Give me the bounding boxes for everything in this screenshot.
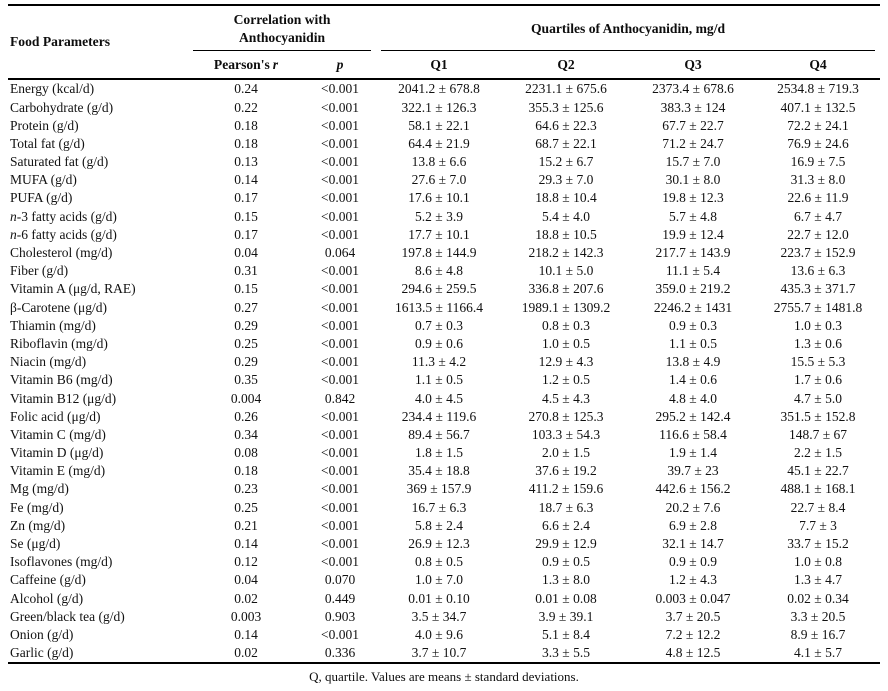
table-row xyxy=(8,371,880,389)
table-row xyxy=(8,589,880,607)
row-parameter: Vitamin E (mg/d) xyxy=(10,463,106,479)
row-pearsons-r: 0.25 xyxy=(234,499,258,515)
row-pearsons-r: 0.29 xyxy=(234,317,258,333)
row-q1: 26.9 ± 12.3 xyxy=(408,536,470,552)
row-q1: 1.8 ± 1.5 xyxy=(415,445,463,461)
table-row xyxy=(8,335,880,353)
row-parameter: Niacin (mg/d) xyxy=(10,354,87,370)
row-q2: 2.0 ± 1.5 xyxy=(542,445,590,461)
table-row xyxy=(8,553,880,571)
row-p: 0.449 xyxy=(324,590,356,606)
row-q1: 1.1 ± 0.5 xyxy=(415,372,463,388)
table-row xyxy=(8,171,880,189)
row-parameter: Riboflavin (mg/d) xyxy=(10,335,108,351)
row-q3: 1.1 ± 0.5 xyxy=(669,335,717,351)
row-p: <0.001 xyxy=(321,354,359,370)
row-q4: 22.6 ± 11.9 xyxy=(787,190,849,206)
row-q1: 11.3 ± 4.2 xyxy=(411,354,467,370)
row-q4: 2755.7 ± 1481.8 xyxy=(773,299,863,315)
row-q3: 13.8 ± 4.9 xyxy=(665,354,721,370)
row-q1: 0.8 ± 0.5 xyxy=(415,554,463,570)
row-q2: 15.2 ± 6.7 xyxy=(538,154,594,170)
table-row xyxy=(8,426,880,444)
row-pearsons-r: 0.13 xyxy=(234,154,258,170)
table-row xyxy=(8,498,880,516)
row-q3: 359.0 ± 219.2 xyxy=(655,281,731,297)
row-q4: 488.1 ± 168.1 xyxy=(780,481,856,497)
row-p: <0.001 xyxy=(321,554,359,570)
table-row xyxy=(8,262,880,280)
table-row xyxy=(8,280,880,298)
row-pearsons-r: 0.35 xyxy=(234,372,258,388)
row-parameter: Carbohydrate (g/d) xyxy=(10,99,114,115)
row-q3: 3.7 ± 20.5 xyxy=(665,608,721,624)
row-pearsons-r: 0.04 xyxy=(234,245,258,261)
table-header xyxy=(8,5,880,79)
row-q1: 234.4 ± 119.6 xyxy=(401,408,477,424)
row-p: 0.842 xyxy=(324,390,356,406)
table-row xyxy=(8,316,880,334)
row-p: <0.001 xyxy=(321,517,359,533)
row-q1: 322.1 ± 126.3 xyxy=(401,99,477,115)
row-p: <0.001 xyxy=(321,408,359,424)
row-p: <0.001 xyxy=(321,626,359,642)
row-parameter: Vitamin D (μg/d) xyxy=(10,445,104,461)
row-pearsons-r: 0.14 xyxy=(234,626,258,642)
row-p: <0.001 xyxy=(321,281,359,297)
row-parameter: Fiber (g/d) xyxy=(10,263,69,279)
row-q1: 369 ± 157.9 xyxy=(406,481,472,497)
row-q2: 0.01 ± 0.08 xyxy=(535,590,597,606)
row-q3: 71.2 ± 24.7 xyxy=(662,135,724,151)
row-q4: 4.7 ± 5.0 xyxy=(794,390,842,406)
column-header-food-parameters: Food Parameters xyxy=(8,5,188,79)
table-footnote: Q, quartile. Values are means ± standard deviations. xyxy=(309,669,579,684)
row-q2: 12.9 ± 4.3 xyxy=(538,354,594,370)
row-q4: 407.1 ± 132.5 xyxy=(780,99,856,115)
row-q1: 89.4 ± 56.7 xyxy=(408,426,470,442)
column-header-q2: Q2 xyxy=(502,51,630,79)
row-q2: 1.0 ± 0.5 xyxy=(542,335,590,351)
row-q4: 33.7 ± 15.2 xyxy=(787,536,849,552)
row-q3: 7.2 ± 12.2 xyxy=(665,626,721,642)
row-parameter: Garlic (g/d) xyxy=(10,645,74,661)
row-parameter: Se (μg/d) xyxy=(10,536,61,552)
row-q3: 67.7 ± 22.7 xyxy=(662,117,724,133)
row-q1: 0.9 ± 0.6 xyxy=(415,335,463,351)
row-p: <0.001 xyxy=(321,135,359,151)
row-q4: 1.0 ± 0.8 xyxy=(794,554,842,570)
row-q4: 1.0 ± 0.3 xyxy=(794,317,842,333)
table-row xyxy=(8,462,880,480)
row-q2: 270.8 ± 125.3 xyxy=(528,408,604,424)
row-p: <0.001 xyxy=(321,190,359,206)
row-pearsons-r: 0.02 xyxy=(234,590,258,606)
row-parameter: Onion (g/d) xyxy=(10,626,74,642)
row-p: <0.001 xyxy=(321,463,359,479)
row-q3: 19.8 ± 12.3 xyxy=(662,190,724,206)
row-q1: 17.7 ± 10.1 xyxy=(408,226,470,242)
row-pearsons-r: 0.24 xyxy=(234,81,258,97)
row-pearsons-r: 0.21 xyxy=(234,517,258,533)
table-row xyxy=(8,626,880,644)
row-q3: 4.8 ± 12.5 xyxy=(665,645,721,661)
row-pearsons-r: 0.29 xyxy=(234,354,258,370)
column-header-q1: Q1 xyxy=(376,51,502,79)
row-q3: 1.2 ± 4.3 xyxy=(669,572,717,588)
row-q3: 39.7 ± 23 xyxy=(667,463,719,479)
row-parameter: Saturated fat (g/d) xyxy=(10,154,109,170)
row-parameter: β-Carotene (μg/d) xyxy=(10,299,107,315)
row-q4: 8.9 ± 16.7 xyxy=(790,626,846,642)
row-parameter: Vitamin B12 (μg/d) xyxy=(10,390,117,406)
row-pearsons-r: 0.004 xyxy=(230,390,262,406)
row-q1: 0.01 ± 0.10 xyxy=(408,590,470,606)
row-p: <0.001 xyxy=(321,154,359,170)
row-q1: 294.6 ± 259.5 xyxy=(401,281,477,297)
row-p: <0.001 xyxy=(321,372,359,388)
table-row xyxy=(8,644,880,663)
table-row xyxy=(8,98,880,116)
row-p: <0.001 xyxy=(321,117,359,133)
row-q4: 223.7 ± 152.9 xyxy=(780,245,856,261)
row-q2: 0.8 ± 0.3 xyxy=(542,317,590,333)
row-q2: 6.6 ± 2.4 xyxy=(542,517,590,533)
row-pearsons-r: 0.08 xyxy=(234,445,258,461)
row-q4: 1.3 ± 4.7 xyxy=(794,572,842,588)
table-row xyxy=(8,116,880,134)
row-q4: 148.7 ± 67 xyxy=(788,426,848,442)
column-group-correlation: Correlation with Anthocyanidin xyxy=(188,5,376,51)
row-q4: 3.3 ± 20.5 xyxy=(790,608,846,624)
row-parameter: Vitamin B6 (mg/d) xyxy=(10,372,113,388)
row-parameter: Alcohol (g/d) xyxy=(10,590,84,606)
row-q2: 1.2 ± 0.5 xyxy=(542,372,590,388)
row-q1: 58.1 ± 22.1 xyxy=(408,117,470,133)
row-q2: 1.3 ± 8.0 xyxy=(542,572,590,588)
table-row xyxy=(8,480,880,498)
row-q4: 76.9 ± 24.6 xyxy=(787,135,849,151)
row-q1: 1613.5 ± 1166.4 xyxy=(395,299,483,315)
table-row xyxy=(8,207,880,225)
row-parameter: n-3 fatty acids (g/d) xyxy=(10,208,117,224)
table-body xyxy=(8,79,880,663)
row-q2: 10.1 ± 5.0 xyxy=(538,263,594,279)
row-p: <0.001 xyxy=(321,499,359,515)
row-parameter: Mg (mg/d) xyxy=(10,481,69,497)
row-q1: 5.2 ± 3.9 xyxy=(415,208,463,224)
table-row xyxy=(8,571,880,589)
row-parameter: Cholesterol (mg/d) xyxy=(10,245,113,261)
row-q4: 22.7 ± 8.4 xyxy=(790,499,846,515)
row-parameter: Vitamin A (μg/d, RAE) xyxy=(10,281,136,297)
row-q3: 0.003 ± 0.047 xyxy=(655,590,731,606)
row-pearsons-r: 0.31 xyxy=(234,263,258,279)
row-parameter: n-6 fatty acids (g/d) xyxy=(10,226,117,242)
row-q1: 27.6 ± 7.0 xyxy=(411,172,467,188)
row-q3: 2373.4 ± 678.6 xyxy=(652,81,734,97)
row-p: <0.001 xyxy=(321,445,359,461)
row-pearsons-r: 0.22 xyxy=(234,99,258,115)
table-row xyxy=(8,135,880,153)
row-q3: 383.3 ± 124 xyxy=(660,99,726,115)
row-parameter: Thiamin (mg/d) xyxy=(10,317,96,333)
row-p: <0.001 xyxy=(321,81,359,97)
row-p: <0.001 xyxy=(321,99,359,115)
row-q3: 1.9 ± 1.4 xyxy=(669,445,717,461)
row-pearsons-r: 0.34 xyxy=(234,426,258,442)
row-parameter: Caffeine (g/d) xyxy=(10,572,86,588)
row-parameter: Total fat (g/d) xyxy=(10,135,85,151)
row-p: <0.001 xyxy=(321,536,359,552)
row-pearsons-r: 0.15 xyxy=(234,208,258,224)
row-q4: 351.5 ± 152.8 xyxy=(780,408,856,424)
row-q2: 355.3 ± 125.6 xyxy=(528,99,604,115)
row-q1: 16.7 ± 6.3 xyxy=(411,499,467,515)
row-q1: 0.7 ± 0.3 xyxy=(415,317,463,333)
row-q3: 4.8 ± 4.0 xyxy=(669,390,717,406)
row-pearsons-r: 0.18 xyxy=(234,135,258,151)
table-row xyxy=(8,298,880,316)
row-pearsons-r: 0.18 xyxy=(234,117,258,133)
row-q2: 18.8 ± 10.5 xyxy=(535,226,597,242)
row-pearsons-r: 0.04 xyxy=(234,572,258,588)
row-q1: 64.4 ± 21.9 xyxy=(408,135,470,151)
row-q2: 29.9 ± 12.9 xyxy=(535,536,597,552)
table-row xyxy=(8,79,880,98)
row-pearsons-r: 0.17 xyxy=(234,226,258,242)
row-p: 0.070 xyxy=(324,572,356,588)
row-q2: 18.8 ± 10.4 xyxy=(535,190,597,206)
row-p: <0.001 xyxy=(321,172,359,188)
row-q4: 16.9 ± 7.5 xyxy=(790,154,846,170)
table-row xyxy=(8,517,880,535)
table-row xyxy=(8,535,880,553)
row-q3: 15.7 ± 7.0 xyxy=(665,154,721,170)
row-q2: 0.9 ± 0.5 xyxy=(542,554,590,570)
row-p: <0.001 xyxy=(321,317,359,333)
row-q4: 435.3 ± 371.7 xyxy=(780,281,856,297)
row-q1: 5.8 ± 2.4 xyxy=(415,517,463,533)
row-q3: 11.1 ± 5.4 xyxy=(665,263,721,279)
row-q4: 0.02 ± 0.34 xyxy=(787,590,849,606)
row-pearsons-r: 0.27 xyxy=(234,299,258,315)
pearsons-r-symbol: r xyxy=(272,56,279,72)
row-p: 0.336 xyxy=(324,645,356,661)
row-p: <0.001 xyxy=(321,299,359,315)
row-parameter: PUFA (g/d) xyxy=(10,190,73,206)
row-q4: 45.1 ± 22.7 xyxy=(787,463,849,479)
table-row xyxy=(8,389,880,407)
row-q1: 8.6 ± 4.8 xyxy=(415,263,463,279)
table-row xyxy=(8,226,880,244)
pearsons-label: Pearson's xyxy=(213,56,270,72)
row-pearsons-r: 0.12 xyxy=(234,554,258,570)
row-q4: 2534.8 ± 719.3 xyxy=(777,81,859,97)
column-header-p: p xyxy=(304,51,376,79)
table-row xyxy=(8,353,880,371)
row-pearsons-r: 0.14 xyxy=(234,172,258,188)
row-pearsons-r: 0.003 xyxy=(230,608,262,624)
row-q2: 64.6 ± 22.3 xyxy=(535,117,597,133)
row-pearsons-r: 0.17 xyxy=(234,190,258,206)
row-q1: 13.8 ± 6.6 xyxy=(411,154,467,170)
row-q3: 0.9 ± 0.9 xyxy=(669,554,717,570)
column-header-q4: Q4 xyxy=(756,51,880,79)
row-q2: 4.5 ± 4.3 xyxy=(542,390,590,406)
row-q4: 15.5 ± 5.3 xyxy=(790,354,846,370)
column-group-quartiles: Quartiles of Anthocyanidin, mg/d xyxy=(376,5,880,51)
row-q4: 13.6 ± 6.3 xyxy=(790,263,846,279)
row-q1: 1.0 ± 7.0 xyxy=(415,572,463,588)
row-q4: 4.1 ± 5.7 xyxy=(794,645,842,661)
row-parameter: Energy (kcal/d) xyxy=(10,81,95,97)
row-pearsons-r: 0.14 xyxy=(234,536,258,552)
row-q2: 5.1 ± 8.4 xyxy=(542,626,590,642)
row-p: 0.903 xyxy=(324,608,356,624)
row-p: <0.001 xyxy=(321,481,359,497)
row-q3: 116.6 ± 58.4 xyxy=(659,426,727,442)
row-parameter: Green/black tea (g/d) xyxy=(10,608,125,624)
row-q2: 68.7 ± 22.1 xyxy=(535,135,597,151)
row-q1: 197.8 ± 144.9 xyxy=(401,245,477,261)
row-q2: 103.3 ± 54.3 xyxy=(531,426,601,442)
row-q1: 4.0 ± 9.6 xyxy=(415,626,463,642)
row-parameter: Fe (mg/d) xyxy=(10,499,64,515)
row-q2: 5.4 ± 4.0 xyxy=(542,208,590,224)
row-q2: 29.3 ± 7.0 xyxy=(538,172,594,188)
row-pearsons-r: 0.23 xyxy=(234,481,258,497)
row-pearsons-r: 0.26 xyxy=(234,408,258,424)
row-q2: 3.3 ± 5.5 xyxy=(542,645,590,661)
food-parameters-table xyxy=(8,4,880,664)
row-q3: 20.2 ± 7.6 xyxy=(665,499,721,515)
column-header-pearsons-r xyxy=(188,51,304,79)
row-q4: 7.7 ± 3 xyxy=(799,517,837,533)
row-parameter: Isoflavones (mg/d) xyxy=(10,554,113,570)
row-q1: 2041.2 ± 678.8 xyxy=(398,81,480,97)
row-q4: 1.3 ± 0.6 xyxy=(794,335,842,351)
row-q3: 1.4 ± 0.6 xyxy=(669,372,717,388)
row-parameter: Folic acid (μg/d) xyxy=(10,408,101,424)
table-row xyxy=(8,407,880,425)
row-parameter: Vitamin C (mg/d) xyxy=(10,426,106,442)
table-row xyxy=(8,189,880,207)
row-p: <0.001 xyxy=(321,426,359,442)
row-q2: 1989.1 ± 1309.2 xyxy=(521,299,611,315)
row-q2: 218.2 ± 142.3 xyxy=(528,245,604,261)
row-parameter: Zn (mg/d) xyxy=(10,517,66,533)
row-parameter: MUFA (g/d) xyxy=(10,172,77,188)
row-q4: 2.2 ± 1.5 xyxy=(794,445,842,461)
row-q2: 2231.1 ± 675.6 xyxy=(525,81,607,97)
row-q3: 295.2 ± 142.4 xyxy=(655,408,731,424)
row-parameter: Protein (g/d) xyxy=(10,117,79,133)
row-p: <0.001 xyxy=(321,263,359,279)
row-q3: 0.9 ± 0.3 xyxy=(669,317,717,333)
header-group-row xyxy=(8,5,880,51)
row-q4: 1.7 ± 0.6 xyxy=(794,372,842,388)
row-q3: 2246.2 ± 1431 xyxy=(653,299,733,315)
row-p: 0.064 xyxy=(324,245,356,261)
table-row xyxy=(8,244,880,262)
row-p: <0.001 xyxy=(321,335,359,351)
row-pearsons-r: 0.18 xyxy=(234,463,258,479)
row-q2: 336.8 ± 207.6 xyxy=(528,281,604,297)
row-q2: 3.9 ± 39.1 xyxy=(538,608,594,624)
table-row xyxy=(8,444,880,462)
row-p: <0.001 xyxy=(321,208,359,224)
row-q4: 22.7 ± 12.0 xyxy=(787,226,849,242)
row-pearsons-r: 0.02 xyxy=(234,645,258,661)
row-q2: 411.2 ± 159.6 xyxy=(528,481,604,497)
row-q1: 4.0 ± 4.5 xyxy=(415,390,463,406)
row-q1: 3.5 ± 34.7 xyxy=(411,608,467,624)
row-pearsons-r: 0.15 xyxy=(234,281,258,297)
row-q3: 19.9 ± 12.4 xyxy=(662,226,724,242)
row-q4: 31.3 ± 8.0 xyxy=(790,172,846,188)
row-q2: 37.6 ± 19.2 xyxy=(535,463,597,479)
table-row xyxy=(8,607,880,625)
row-pearsons-r: 0.25 xyxy=(234,335,258,351)
row-q3: 6.9 ± 2.8 xyxy=(669,517,717,533)
row-q3: 442.6 ± 156.2 xyxy=(655,481,731,497)
row-p: <0.001 xyxy=(321,226,359,242)
row-q1: 17.6 ± 10.1 xyxy=(408,190,470,206)
row-q3: 217.7 ± 143.9 xyxy=(655,245,731,261)
row-q1: 3.7 ± 10.7 xyxy=(411,645,467,661)
row-q1: 35.4 ± 18.8 xyxy=(408,463,470,479)
row-q3: 5.7 ± 4.8 xyxy=(669,208,717,224)
column-header-q3: Q3 xyxy=(630,51,756,79)
row-q3: 30.1 ± 8.0 xyxy=(665,172,721,188)
table-row xyxy=(8,153,880,171)
row-q4: 6.7 ± 4.7 xyxy=(794,208,842,224)
row-q2: 18.7 ± 6.3 xyxy=(538,499,594,515)
row-q4: 72.2 ± 24.1 xyxy=(787,117,849,133)
row-q3: 32.1 ± 14.7 xyxy=(662,536,724,552)
